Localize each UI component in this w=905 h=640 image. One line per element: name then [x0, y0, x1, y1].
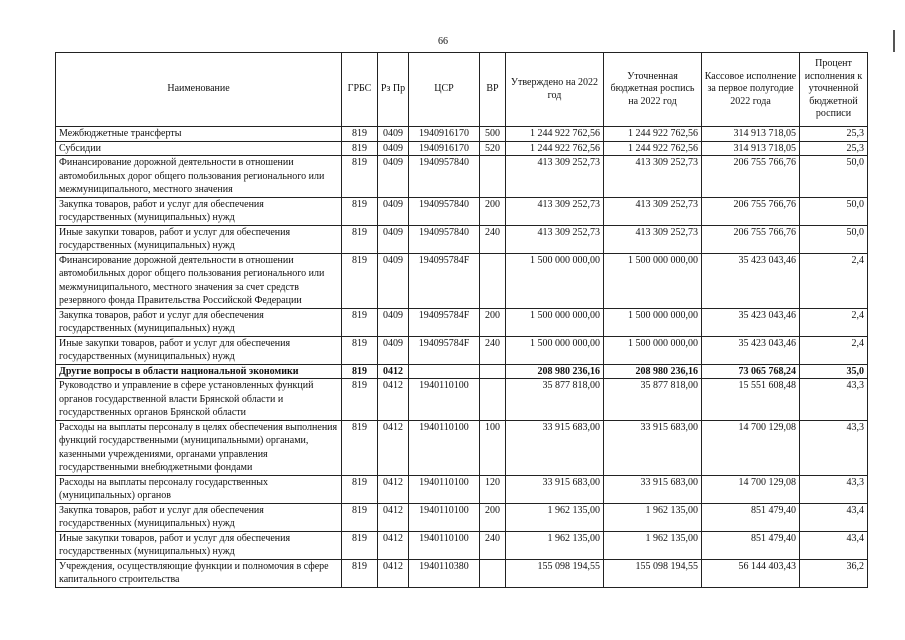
table-body: [56, 127, 868, 588]
column-header-refined: Уточненная бюджетная роспись на 2022 год: [604, 53, 702, 127]
table-row: [56, 197, 868, 225]
cell-percent: 36,2: [800, 559, 868, 587]
cell-vr: 120: [480, 475, 506, 503]
table-row: [56, 156, 868, 198]
cell-vr: 100: [480, 420, 506, 475]
cell-grbs: 819: [342, 156, 378, 198]
cell-name: Иные закупки товаров, работ и услуг для обеспечения государственных (муниципальных) нужд: [56, 531, 342, 559]
table-row: [56, 336, 868, 364]
cell-name: Иные закупки товаров, работ и услуг для обеспечения государственных (муниципальных) нужд: [56, 225, 342, 253]
cell-refined: 413 309 252,73: [604, 197, 702, 225]
cell-rzpr: 0412: [378, 531, 409, 559]
cell-name: Иные закупки товаров, работ и услуг для обеспечения государственных (муниципальных) нужд: [56, 336, 342, 364]
cell-approved: 413 309 252,73: [506, 156, 604, 198]
cell-percent: 50,0: [800, 225, 868, 253]
header-row: [56, 53, 868, 127]
cell-cash: 15 551 608,48: [702, 379, 800, 421]
table-row: [56, 253, 868, 308]
cell-grbs: 819: [342, 253, 378, 308]
cell-rzpr: 0412: [378, 503, 409, 531]
cell-approved: 1 962 135,00: [506, 531, 604, 559]
column-header-rzpr: Рз Пр: [378, 53, 409, 127]
cell-refined: 1 962 135,00: [604, 503, 702, 531]
table-row: [56, 503, 868, 531]
table-row: [56, 308, 868, 336]
cell-vr: [480, 559, 506, 587]
cell-vr: [480, 156, 506, 198]
cell-csr: 1940957840: [409, 197, 480, 225]
table-row: [56, 420, 868, 475]
cell-csr: 1940110380: [409, 559, 480, 587]
table-row: [56, 141, 868, 156]
page-number: 66: [438, 36, 448, 47]
cell-name: Финансирование дорожной деятельности в отношении автомобильных дорог общего пользования регионального или межмуниципального, местного значения: [56, 156, 342, 198]
cell-approved: 1 500 000 000,00: [506, 336, 604, 364]
cell-percent: 43,4: [800, 531, 868, 559]
cell-approved: 1 962 135,00: [506, 503, 604, 531]
cell-rzpr: 0412: [378, 559, 409, 587]
cell-grbs: 819: [342, 503, 378, 531]
cell-vr: 500: [480, 127, 506, 142]
cell-vr: 240: [480, 336, 506, 364]
cell-name: Руководство и управление в сфере установленных функций органов государственной власти Брянской области и государственных органов Брянской области: [56, 379, 342, 421]
cell-approved: 1 244 922 762,56: [506, 141, 604, 156]
cell-refined: 1 962 135,00: [604, 531, 702, 559]
cell-approved: 208 980 236,16: [506, 364, 604, 379]
cell-percent: 43,3: [800, 475, 868, 503]
cell-csr: 1940916170: [409, 141, 480, 156]
cell-refined: 1 500 000 000,00: [604, 336, 702, 364]
cell-refined: 1 244 922 762,56: [604, 127, 702, 142]
cell-refined: 1 244 922 762,56: [604, 141, 702, 156]
cell-grbs: 819: [342, 364, 378, 379]
cell-vr: 200: [480, 308, 506, 336]
cell-approved: 35 877 818,00: [506, 379, 604, 421]
budget-table: [55, 52, 868, 588]
cell-cash: 206 755 766,76: [702, 156, 800, 198]
cell-rzpr: 0409: [378, 253, 409, 308]
cell-cash: 314 913 718,05: [702, 127, 800, 142]
column-header-grbs: ГРБС: [342, 53, 378, 127]
cell-approved: 155 098 194,55: [506, 559, 604, 587]
cell-name: Закупка товаров, работ и услуг для обеспечения государственных (муниципальных) нужд: [56, 308, 342, 336]
cell-percent: 43,3: [800, 420, 868, 475]
cell-csr: 194095784F: [409, 336, 480, 364]
cell-grbs: 819: [342, 559, 378, 587]
cell-refined: 35 877 818,00: [604, 379, 702, 421]
cell-vr: 240: [480, 531, 506, 559]
cell-refined: 33 915 683,00: [604, 420, 702, 475]
cell-csr: 1940957840: [409, 156, 480, 198]
cell-csr: 1940957840: [409, 225, 480, 253]
table-row: [56, 127, 868, 142]
cell-approved: 33 915 683,00: [506, 475, 604, 503]
cell-cash: 56 144 403,43: [702, 559, 800, 587]
cell-cash: 206 755 766,76: [702, 197, 800, 225]
cell-csr: 1940916170: [409, 127, 480, 142]
cell-cash: 14 700 129,08: [702, 475, 800, 503]
cell-percent: 50,0: [800, 197, 868, 225]
cell-grbs: 819: [342, 475, 378, 503]
cell-csr: 194095784F: [409, 253, 480, 308]
cell-name: Расходы на выплаты персоналу государственных (муниципальных) органов: [56, 475, 342, 503]
cell-grbs: 819: [342, 420, 378, 475]
cell-csr: 1940110100: [409, 379, 480, 421]
cell-percent: 35,0: [800, 364, 868, 379]
cell-percent: 2,4: [800, 308, 868, 336]
cell-percent: 50,0: [800, 156, 868, 198]
cell-vr: 200: [480, 503, 506, 531]
cell-cash: 851 479,40: [702, 531, 800, 559]
cell-rzpr: 0412: [378, 475, 409, 503]
cell-refined: 1 500 000 000,00: [604, 308, 702, 336]
table-row: [56, 225, 868, 253]
cell-cash: 314 913 718,05: [702, 141, 800, 156]
column-header-cash: Кассовое исполнение за первое полугодие 2022 года: [702, 53, 800, 127]
cell-csr: 194095784F: [409, 308, 480, 336]
cell-name: Учреждения, осуществляющие функции и полномочия в сфере капитального строительства: [56, 559, 342, 587]
cell-refined: 413 309 252,73: [604, 225, 702, 253]
cell-csr: [409, 364, 480, 379]
cell-cash: 14 700 129,08: [702, 420, 800, 475]
cell-cash: 73 065 768,24: [702, 364, 800, 379]
cell-cash: 35 423 043,46: [702, 308, 800, 336]
cell-rzpr: 0409: [378, 308, 409, 336]
cell-approved: 1 500 000 000,00: [506, 253, 604, 308]
cell-percent: 25,3: [800, 127, 868, 142]
column-header-approved: Утверждено на 2022 год: [506, 53, 604, 127]
cell-cash: 35 423 043,46: [702, 253, 800, 308]
table-row: [56, 475, 868, 503]
cell-refined: 155 098 194,55: [604, 559, 702, 587]
cell-vr: [480, 379, 506, 421]
scan-edge-mark: [893, 30, 895, 52]
cell-rzpr: 0412: [378, 379, 409, 421]
cell-rzpr: 0412: [378, 420, 409, 475]
table-row: [56, 531, 868, 559]
cell-name: Другие вопросы в области национальной экономики: [56, 364, 342, 379]
cell-vr: [480, 364, 506, 379]
cell-name: Субсидии: [56, 141, 342, 156]
table-row: [56, 364, 868, 379]
cell-percent: 25,3: [800, 141, 868, 156]
cell-vr: 520: [480, 141, 506, 156]
cell-percent: 43,4: [800, 503, 868, 531]
cell-refined: 208 980 236,16: [604, 364, 702, 379]
cell-csr: 1940110100: [409, 475, 480, 503]
cell-grbs: 819: [342, 225, 378, 253]
cell-approved: 1 244 922 762,56: [506, 127, 604, 142]
cell-rzpr: 0409: [378, 197, 409, 225]
cell-name: Закупка товаров, работ и услуг для обеспечения государственных (муниципальных) нужд: [56, 503, 342, 531]
cell-vr: 200: [480, 197, 506, 225]
table-row: [56, 559, 868, 587]
cell-refined: 1 500 000 000,00: [604, 253, 702, 308]
cell-percent: 2,4: [800, 253, 868, 308]
cell-csr: 1940110100: [409, 531, 480, 559]
column-header-name: Наименование: [56, 53, 342, 127]
cell-approved: 413 309 252,73: [506, 197, 604, 225]
cell-grbs: 819: [342, 336, 378, 364]
cell-approved: 33 915 683,00: [506, 420, 604, 475]
cell-grbs: 819: [342, 197, 378, 225]
cell-grbs: 819: [342, 531, 378, 559]
cell-name: Межбюджетные трансферты: [56, 127, 342, 142]
cell-rzpr: 0409: [378, 225, 409, 253]
cell-name: Финансирование дорожной деятельности в отношении автомобильных дорог общего пользования регионального или межмуниципального, местного значения за счет средств резервного фонда Правительства Российской Федерации: [56, 253, 342, 308]
cell-percent: 43,3: [800, 379, 868, 421]
cell-rzpr: 0409: [378, 127, 409, 142]
column-header-vr: ВР: [480, 53, 506, 127]
cell-refined: 413 309 252,73: [604, 156, 702, 198]
column-header-percent: Процент исполнения к уточненной бюджетной росписи: [800, 53, 868, 127]
cell-cash: 851 479,40: [702, 503, 800, 531]
cell-name: Расходы на выплаты персоналу в целях обеспечения выполнения функций государственными (муниципальными) органами, казенными учреждениями, органами управления государственными внебюджетными фондами: [56, 420, 342, 475]
cell-vr: [480, 253, 506, 308]
cell-approved: 413 309 252,73: [506, 225, 604, 253]
cell-csr: 1940110100: [409, 503, 480, 531]
table-row: [56, 379, 868, 421]
cell-grbs: 819: [342, 379, 378, 421]
cell-rzpr: 0409: [378, 141, 409, 156]
cell-percent: 2,4: [800, 336, 868, 364]
cell-grbs: 819: [342, 308, 378, 336]
cell-rzpr: 0409: [378, 156, 409, 198]
cell-grbs: 819: [342, 127, 378, 142]
cell-cash: 35 423 043,46: [702, 336, 800, 364]
cell-cash: 206 755 766,76: [702, 225, 800, 253]
column-header-csr: ЦСР: [409, 53, 480, 127]
cell-csr: 1940110100: [409, 420, 480, 475]
cell-vr: 240: [480, 225, 506, 253]
cell-grbs: 819: [342, 141, 378, 156]
cell-approved: 1 500 000 000,00: [506, 308, 604, 336]
cell-name: Закупка товаров, работ и услуг для обеспечения государственных (муниципальных) нужд: [56, 197, 342, 225]
cell-rzpr: 0412: [378, 364, 409, 379]
cell-refined: 33 915 683,00: [604, 475, 702, 503]
cell-rzpr: 0409: [378, 336, 409, 364]
